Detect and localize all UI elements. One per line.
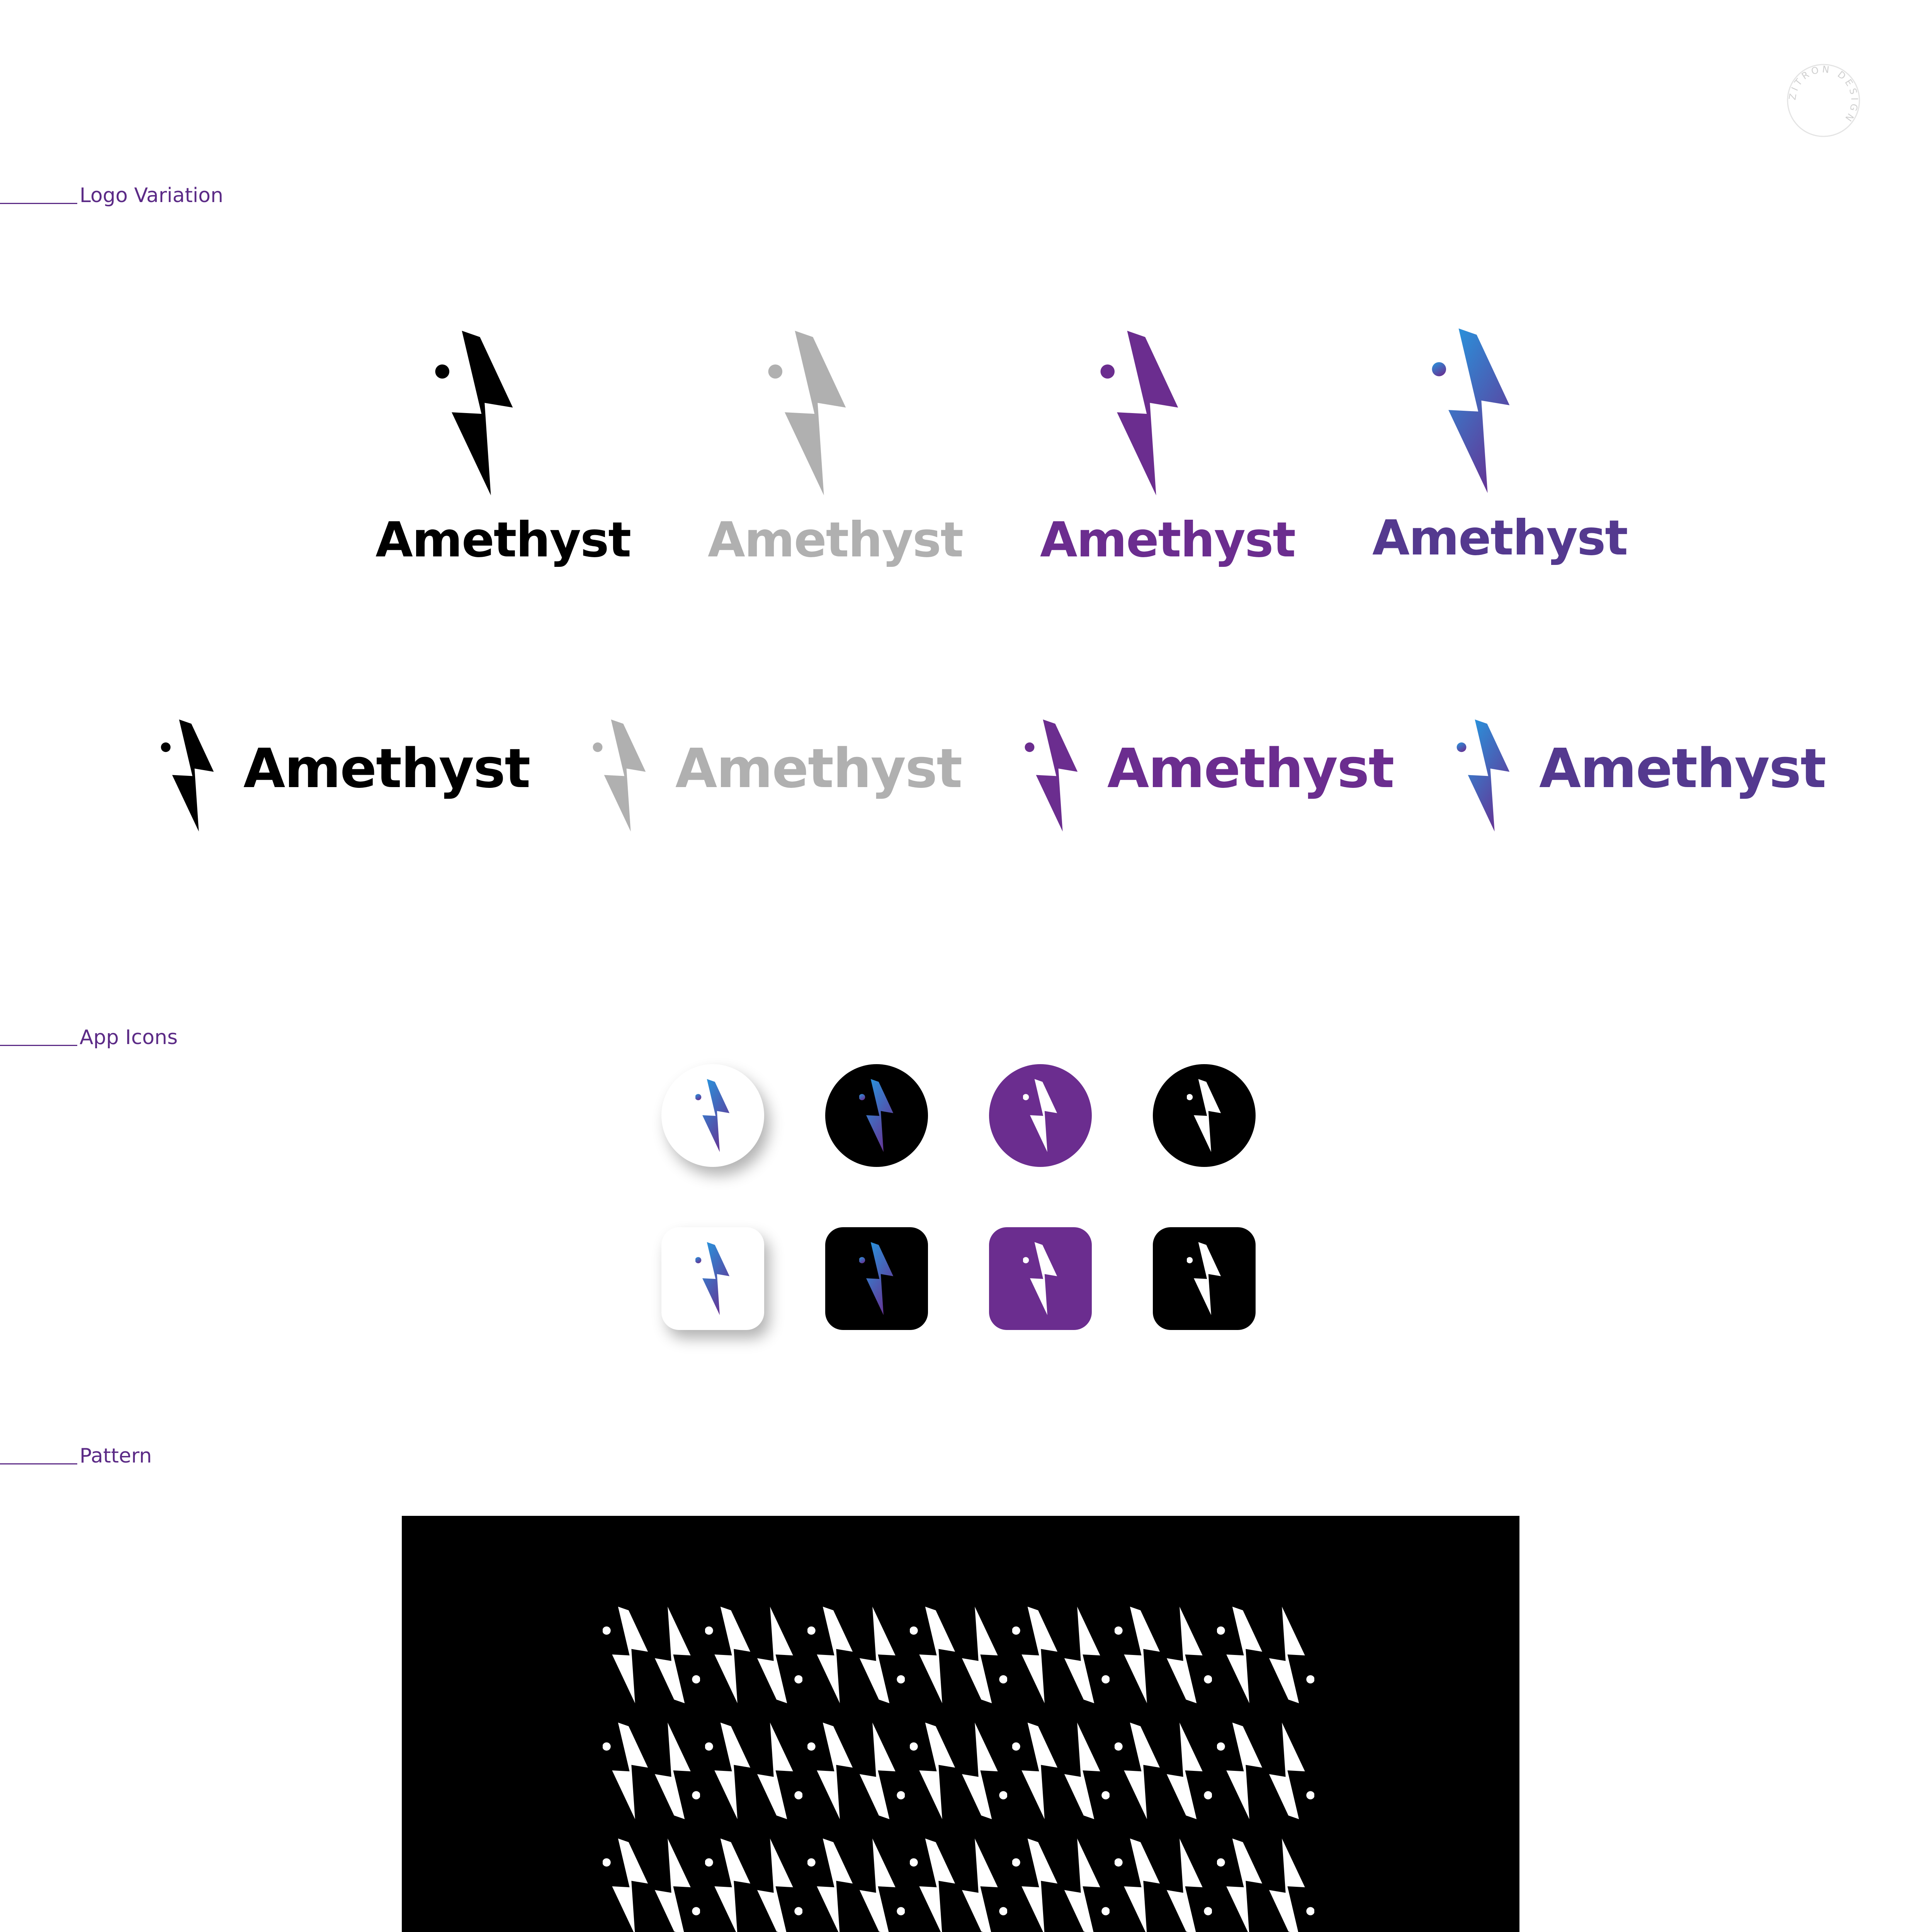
logo-mark-gradient (859, 1079, 894, 1152)
pattern-bolt (602, 1838, 648, 1932)
pattern-bolt (1217, 1723, 1262, 1819)
pattern-bolt (962, 1723, 1008, 1819)
pattern-bolt (602, 1607, 648, 1703)
wordmark-gradient-horizontal: Amethyst (1539, 737, 1826, 800)
pattern-bolt (807, 1723, 853, 1819)
pattern-bolt (1012, 1607, 1057, 1703)
pattern-bolt (1114, 1723, 1160, 1819)
pattern-bolt (1217, 1607, 1262, 1703)
pattern-panel (402, 1516, 1519, 1932)
section-header-app-icons (0, 1026, 178, 1049)
logo-mark-black-horizontal (159, 719, 217, 832)
logo-mark-gray-vertical (766, 331, 851, 495)
logo-mark-gradient (695, 1242, 730, 1315)
app-icon-square-black-white-mark (1153, 1227, 1256, 1330)
watermark-text: ZITRON DESIGN (1787, 64, 1860, 126)
pattern-bolt (705, 1723, 750, 1819)
pattern-bolt (705, 1607, 750, 1703)
pattern-bolt (807, 1607, 853, 1703)
logo-mark-white (1187, 1242, 1222, 1315)
pattern-bolt (1064, 1607, 1110, 1703)
logo-mark-gradient-vertical (1429, 328, 1514, 493)
section-rule (0, 1463, 77, 1464)
bolt-pattern (402, 1516, 1519, 1932)
pattern-bolt (860, 1607, 905, 1703)
app-icon-square-black (825, 1227, 928, 1330)
app-icon-square-purple (989, 1227, 1092, 1330)
pattern-bolt (1064, 1723, 1110, 1819)
pattern-bolt (655, 1838, 700, 1932)
pattern-bolt (705, 1838, 750, 1932)
pattern-bolt (655, 1607, 700, 1703)
section-title-logo-variation: Logo Variation (80, 184, 223, 207)
pattern-bolt (757, 1607, 803, 1703)
logo-mark-white (1187, 1079, 1222, 1152)
section-title-app-icons: App Icons (80, 1026, 178, 1049)
logo-mark-purple-vertical (1098, 331, 1183, 495)
pattern-bolt (1012, 1723, 1057, 1819)
pattern-bolt (1217, 1838, 1262, 1932)
pattern-bolt (1269, 1838, 1315, 1932)
pattern-bolt (1114, 1607, 1160, 1703)
svg-text:ZITRON DESIGN (1787, 64, 1860, 126)
pattern-bolt (909, 1723, 955, 1819)
pattern-bolt (757, 1723, 803, 1819)
pattern-bolt (602, 1723, 648, 1819)
pattern-bolt (1167, 1723, 1212, 1819)
pattern-bolt (860, 1723, 905, 1819)
wordmark-black-vertical: Amethyst (376, 512, 631, 568)
pattern-bolt (1167, 1838, 1212, 1932)
wordmark-gray-horizontal: Amethyst (675, 737, 962, 800)
app-icon-round-black (825, 1064, 928, 1167)
section-rule (0, 1045, 77, 1046)
watermark-seal (1785, 62, 1862, 139)
logo-mark-black-vertical (433, 331, 518, 495)
circular-seal-icon (1785, 62, 1862, 139)
logo-mark-purple-horizontal (1023, 719, 1081, 832)
logo-mark-gradient (695, 1079, 730, 1152)
pattern-bolt (962, 1607, 1008, 1703)
pattern-bolt (1167, 1607, 1212, 1703)
app-icon-square-white (661, 1227, 764, 1330)
logo-mark-gradient (859, 1242, 894, 1315)
pattern-bolt (1269, 1723, 1315, 1819)
wordmark-purple-vertical: Amethyst (1040, 512, 1295, 568)
logo-mark-white (1023, 1079, 1058, 1152)
app-icon-round-black-white-mark (1153, 1064, 1256, 1167)
pattern-bolt (909, 1607, 955, 1703)
section-header-logo-variation (0, 184, 223, 207)
pattern-bolt (1012, 1838, 1057, 1932)
section-rule (0, 203, 77, 204)
pattern-bolt (860, 1838, 905, 1932)
section-header-pattern (0, 1444, 152, 1468)
pattern-bolt (655, 1723, 700, 1819)
pattern-bolt (1114, 1838, 1160, 1932)
pattern-bolt (757, 1838, 803, 1932)
section-title-pattern: Pattern (80, 1444, 152, 1468)
logo-mark-white (1023, 1242, 1058, 1315)
pattern-bolt (1064, 1838, 1110, 1932)
wordmark-gradient-vertical: Amethyst (1372, 510, 1628, 566)
app-icon-round-white (661, 1064, 764, 1167)
logo-mark-gradient-horizontal (1455, 719, 1513, 832)
wordmark-purple-horizontal: Amethyst (1107, 737, 1394, 800)
app-icon-round-purple (989, 1064, 1092, 1167)
wordmark-black-horizontal: Amethyst (243, 737, 530, 800)
pattern-bolt (909, 1838, 955, 1932)
wordmark-gray-vertical: Amethyst (708, 512, 963, 568)
logo-mark-gray-horizontal (591, 719, 649, 832)
pattern-bolt (962, 1838, 1008, 1932)
pattern-bolt (1269, 1607, 1315, 1703)
pattern-bolt (807, 1838, 853, 1932)
